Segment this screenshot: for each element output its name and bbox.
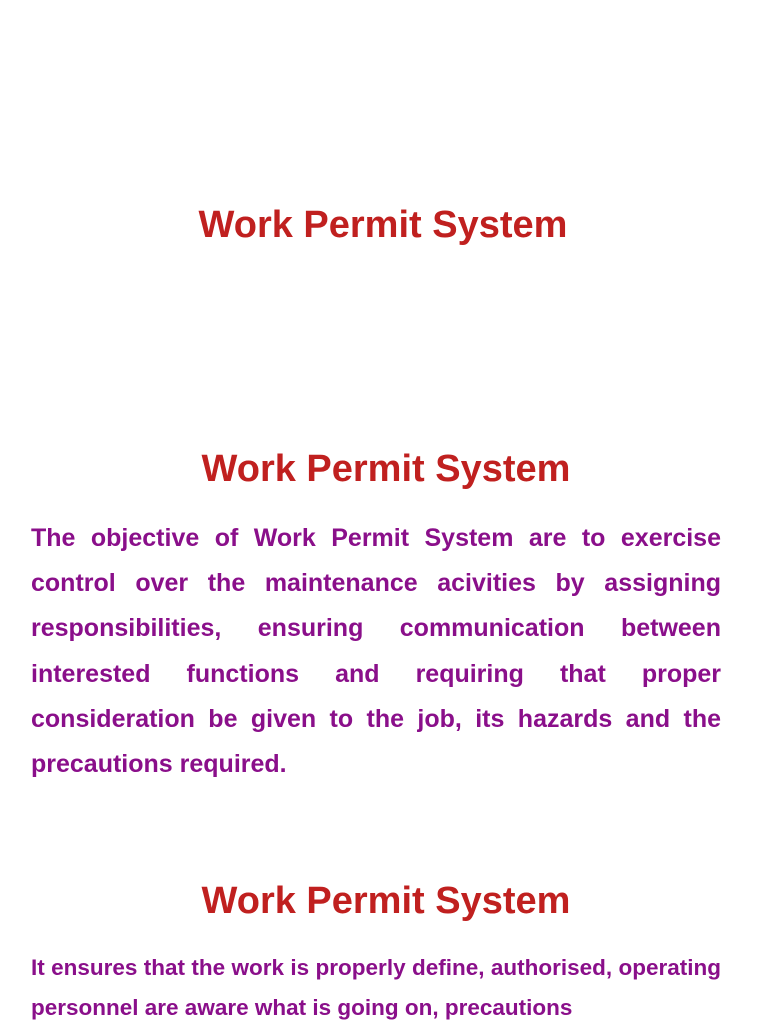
slide-title: Work Permit System: [198, 204, 568, 246]
slide-body-text: It ensures that the work is properly define, authorised, operating personnel are aware what is going on, precautions: [31, 955, 721, 1020]
slide-body-text: The objective of Work Permit System are to exercise control over the maintenance acivities by assigning responsibilities, ensuring communication between interested functions and requiring that proper consideration be given to the job, its hazards and the precautions required.: [31, 524, 721, 779]
slide-title: Work Permit System: [201, 448, 571, 490]
slide-title: Work Permit System: [201, 880, 571, 922]
